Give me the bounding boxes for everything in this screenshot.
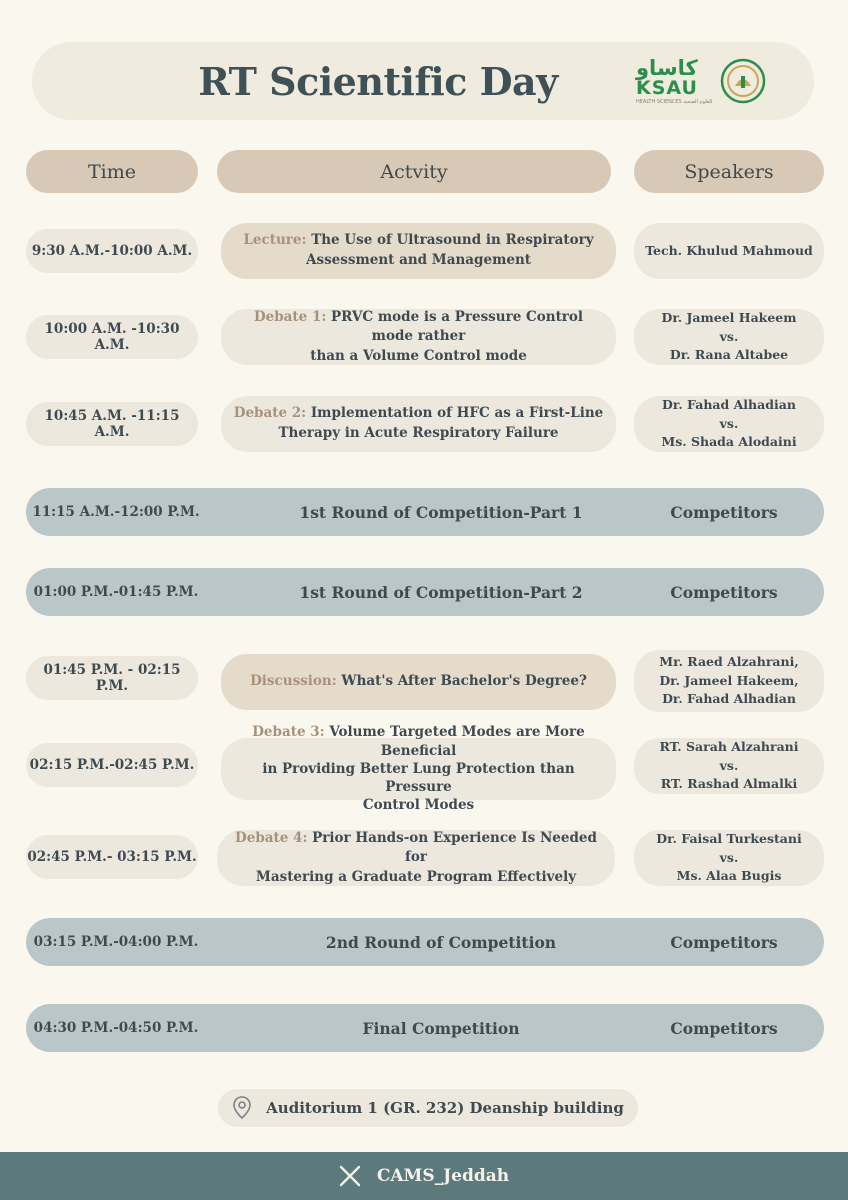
- row-9-activity: 2nd Round of Competition: [325, 932, 557, 952]
- row-2-speaker-1: Dr. Jameel Hakeem: [661, 309, 797, 325]
- row-7-line-2: in Providing Better Lung Protection than Pressure: [262, 760, 575, 796]
- row-8-type: Debate 4:: [235, 829, 308, 846]
- row-8-speakers: [634, 830, 824, 886]
- row-6-speaker-1: Mr. Raed Alzahrani,: [659, 653, 799, 669]
- row-9-speakers: Competitors: [670, 932, 778, 952]
- row-3-type: Debate 2:: [233, 405, 307, 422]
- logo-arabic: كاساو: [636, 55, 698, 80]
- row-10-speakers: Competitors: [670, 1018, 778, 1038]
- row-7-activity: [221, 724, 616, 814]
- row-1-line-2: Assessment and Management: [306, 252, 531, 268]
- row-4-speakers: Competitors: [670, 502, 778, 522]
- row-6-time: 01:45 P.M. - 02:15 P.M.: [26, 656, 198, 700]
- row-1-type: Lecture:: [243, 232, 307, 249]
- row-6-activity: [221, 654, 616, 710]
- location-pin-icon: [232, 1096, 252, 1120]
- row-4-activity: 1st Round of Competition-Part 1: [299, 502, 583, 522]
- row-3-activity: [221, 396, 616, 452]
- logo-english: KSAU: [636, 76, 698, 99]
- row-2-speaker-2: Dr. Rana Altabee: [669, 347, 789, 363]
- row-9-competition: [26, 918, 824, 966]
- row-8-line-1: Prior Hands-on Experience Is Needed for: [312, 829, 597, 866]
- row-7-vs: vs.: [719, 757, 739, 773]
- row-5-competition: [26, 568, 824, 616]
- row-3-speaker-2: Ms. Shada Alodaini: [661, 434, 797, 450]
- row-6-speaker-3: Dr. Fahad Alhadian: [662, 691, 796, 707]
- row-3-speaker-1: Dr. Fahad Alhadian: [662, 396, 796, 412]
- row-1-line-1: The Use of Ultrasound in Respiratory: [311, 232, 594, 249]
- ksau-logo: [636, 50, 792, 112]
- logo-sub-en: HEALTH SCIENCES: [636, 98, 682, 105]
- row-7-line-1: Volume Targeted Modes are More Beneficial: [329, 724, 585, 759]
- row-6-speaker-2: Dr. Jameel Hakeem,: [659, 672, 799, 688]
- row-5-time: 01:00 P.M.-01:45 P.M.: [33, 584, 199, 600]
- column-header-speakers: Speakers: [634, 150, 824, 193]
- row-6-type: Discussion:: [250, 673, 337, 690]
- row-3-speakers: [634, 396, 824, 452]
- row-9-time: 03:15 P.M.-04:00 P.M.: [33, 934, 199, 950]
- row-1-speaker-1: Tech. Khulud Mahmoud: [645, 242, 813, 258]
- row-6-speakers: [634, 650, 824, 712]
- row-3-line-1: Implementation of HFC as a First-Line: [310, 405, 604, 422]
- row-5-speakers: Competitors: [670, 582, 778, 602]
- row-5-activity: 1st Round of Competition-Part 2: [299, 582, 583, 602]
- social-handle[interactable]: CAMS_Jeddah: [376, 1166, 510, 1186]
- row-3-line-2: Therapy in Acute Respiratory Failure: [278, 425, 559, 441]
- row-10-time: 04:30 P.M.-04:50 P.M.: [33, 1020, 199, 1036]
- row-10-activity: Final Competition: [362, 1018, 520, 1038]
- row-2-vs: vs.: [719, 328, 739, 344]
- row-3-vs: vs.: [719, 415, 739, 431]
- row-2-activity: [221, 309, 616, 365]
- row-8-speaker-1: Dr. Faisal Turkestani: [656, 830, 802, 846]
- footer-bar: [0, 1152, 848, 1200]
- location-pill: [218, 1089, 638, 1127]
- x-logo-icon[interactable]: [339, 1165, 361, 1187]
- row-8-speaker-2: Ms. Alaa Bugis: [676, 868, 782, 884]
- row-2-line-2: than a Volume Control mode: [310, 347, 527, 364]
- university-seal-icon: [720, 58, 766, 104]
- row-1-speakers: [634, 223, 824, 279]
- row-7-time: 02:15 P.M.-02:45 P.M.: [26, 743, 198, 787]
- row-2-speakers: [634, 309, 824, 365]
- row-4-competition: [26, 488, 824, 536]
- row-7-type: Debate 3:: [252, 724, 325, 741]
- row-2-type: Debate 1:: [253, 308, 327, 325]
- row-1-time: 9:30 A.M.-10:00 A.M.: [26, 229, 198, 273]
- row-8-vs: vs.: [719, 849, 739, 865]
- row-10-competition: [26, 1004, 824, 1052]
- row-4-time: 11:15 A.M.-12:00 P.M.: [32, 504, 200, 520]
- location-text: Auditorium 1 (GR. 232) Deanship building: [266, 1099, 624, 1117]
- row-2-line-1: PRVC mode is a Pressure Control mode rather: [331, 308, 584, 345]
- row-3-time: 10:45 A.M. -11:15 A.M.: [26, 402, 198, 446]
- row-6-line-1: What's After Bachelor's Degree?: [341, 673, 587, 690]
- row-7-speaker-1: RT. Sarah Alzahrani: [659, 738, 799, 754]
- title-bar: [32, 42, 814, 120]
- row-2-time: 10:00 A.M. -10:30 A.M.: [26, 315, 198, 359]
- row-7-speaker-2: RT. Rashad Almalki: [660, 776, 798, 792]
- page-title: RT Scientific Day: [198, 58, 558, 104]
- logo-sub-ar: للعلوم الصحية: [683, 98, 713, 105]
- row-8-time: 02:45 P.M.- 03:15 P.M.: [26, 835, 198, 879]
- row-8-line-2: Mastering a Graduate Program Effectively: [255, 868, 577, 885]
- column-header-activity: Actvity: [217, 150, 611, 193]
- row-7-speakers: [634, 738, 824, 794]
- column-header-time: Time: [26, 150, 198, 193]
- row-7-line-3: Control Modes: [362, 797, 475, 814]
- row-8-activity: [217, 830, 615, 886]
- row-1-activity: [221, 223, 616, 279]
